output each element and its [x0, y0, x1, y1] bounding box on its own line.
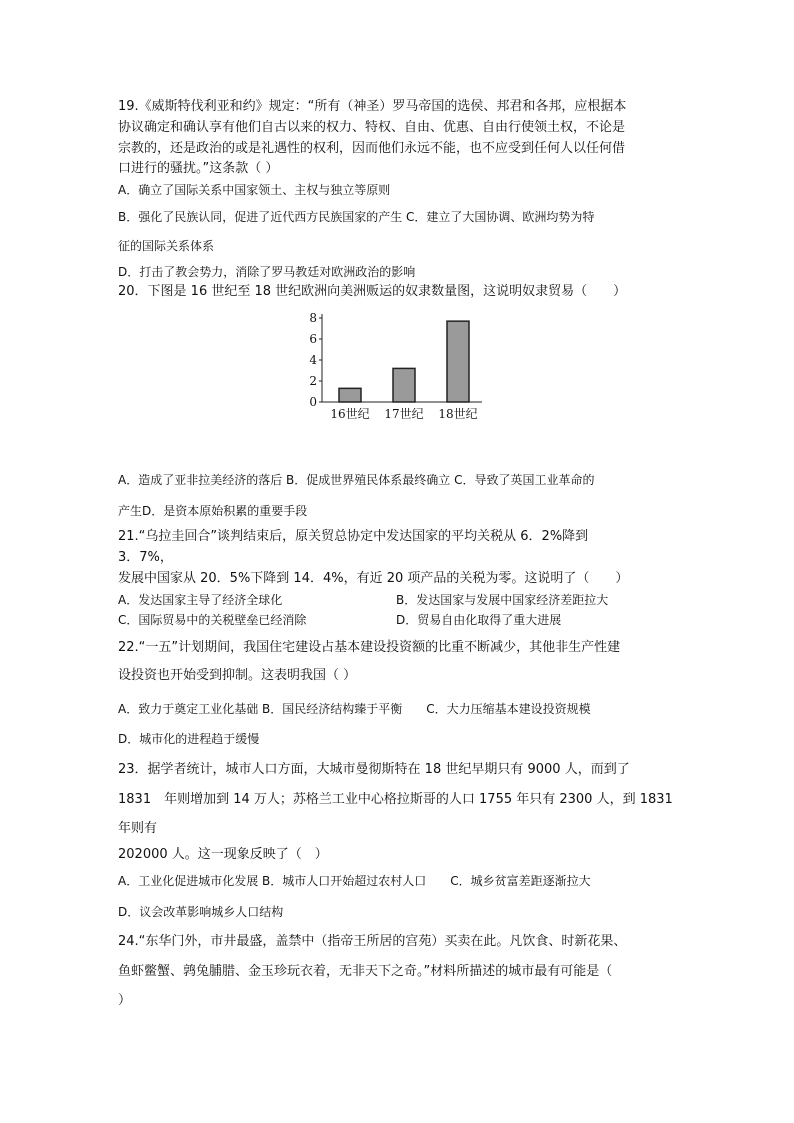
- q21-stem-line-1: 21.“乌拉圭回合”谈判结束后，原关贸总协定中发达国家的平均关税从 6．2%降到: [118, 529, 589, 544]
- y-tick-label: 8: [309, 311, 317, 325]
- q21-option-a: A．发达国家主导了经济全球化: [118, 593, 283, 607]
- q21-option-c: C．国际贸易中的关税壁垒已经消除: [118, 613, 307, 627]
- x-category-label: 17世纪: [384, 407, 424, 421]
- q21-stem-line-3: 发展中国家从 20．5%下降到 14．4%，有近 20 项产品的关税为零。这说明了（ ）: [118, 571, 629, 586]
- q19-option-bc-line-1: B．强化了民族认同，促进了近代西方民族国家的产生 C．建立了大国协调、欧洲均势为特: [118, 210, 595, 224]
- q23-stem-line-1: 23．据学者统计，城市人口方面，大城市曼彻斯特在 18 世纪早期只有 9000 人，而到了: [118, 762, 630, 777]
- slave-trade-bar-chart: [300, 308, 500, 426]
- q20-stem: 20．下图是 16 世纪至 18 世纪欧洲向美洲贩运的奴隶数量图，这说明奴隶贸易（ ）: [118, 284, 627, 299]
- q19-option-a: A．确立了国际关系中国家领土、主权与独立等原则: [118, 183, 391, 197]
- q20-options-line-1: A．造成了亚非拉美经济的落后 B．促成世界殖民体系最终确立 C．导致了英国工业革命的: [118, 473, 595, 487]
- y-tick-label: 4: [309, 353, 317, 367]
- q21-stem-line-2: 3．7%，: [118, 550, 173, 565]
- q22-stem-line-2: 设投资也开始受到抑制。这表明我国（ ）: [118, 668, 357, 683]
- y-axis-ticks: [309, 311, 322, 409]
- q23-stem-line-3: 年则有: [118, 821, 158, 836]
- q22-stem-line-1: 22.“一五”计划期间，我国住宅建设占基本建设投资额的比重不断减少，其他非生产性建: [118, 640, 621, 655]
- q23-stem-line-2: 1831 年则增加到 14 万人；苏格兰工业中心格拉斯哥的人口 1755 年只有 2300 人，到 1831: [118, 792, 673, 807]
- bar-3: [447, 321, 469, 402]
- q19-stem-line-3: 宗教的，还是政治的或是礼遇性的权利，因而他们永远不能，也不应受到任何人以任何借: [118, 141, 626, 156]
- q21-option-d: D．贸易自由化取得了重大进展: [396, 613, 562, 627]
- q24-stem-line-3: ）: [118, 993, 132, 1008]
- q23-option-d: D．议会改革影响城乡人口结构: [118, 905, 284, 919]
- x-category-label: 18世纪: [438, 407, 478, 421]
- y-tick-label: 2: [309, 374, 317, 388]
- bar-1: [339, 388, 361, 402]
- q21-option-b: B．发达国家与发展中国家经济差距拉大: [396, 593, 609, 607]
- x-axis-labels: [330, 406, 477, 421]
- q19-option-bc-line-2: 征的国际关系体系: [118, 239, 215, 253]
- q24-stem-line-1: 24.“东华门外，市井最盛，盖禁中（指帝王所居的宫苑）买卖在此。凡饮食、时新花果、: [118, 934, 627, 949]
- q23-stem-line-4: 202000 人。这一现象反映了（ ）: [118, 847, 328, 862]
- x-category-label: 16世纪: [330, 407, 370, 421]
- q19-stem-line-2: 协议确定和确认享有他们自古以来的权力、特权、自由、优惠、自由行使领土权，不论是: [118, 120, 626, 135]
- q23-options-abc: A．工业化促进城市化发展 B．城市人口开始超过农村人口 C．城乡贫富差距逐渐拉大: [118, 874, 591, 888]
- y-tick-label: 0: [309, 395, 317, 409]
- q24-stem-line-2: 鱼虾鳖蟹、鹑兔脯腊、金玉珍玩衣着，无非天下之奇。”材料所描述的城市最有可能是（: [118, 964, 613, 979]
- q22-option-d: D．城市化的进程趋于缓慢: [118, 732, 260, 746]
- q19-stem-line-4: 口进行的骚扰。”这条款（ ）: [118, 161, 279, 176]
- q22-options-abc: A．致力于奠定工业化基础 B．国民经济结构臻于平衡 C．大力压缩基本建设投资规模: [118, 702, 591, 716]
- bars-group: [339, 321, 469, 402]
- q20-options-line-2: 产生D．是资本原始积累的重要手段: [118, 504, 308, 518]
- y-tick-label: 6: [309, 332, 317, 346]
- q19-option-d: D．打击了教会势力，消除了罗马教廷对欧洲政治的影响: [118, 265, 416, 279]
- bar-2: [393, 368, 415, 402]
- q19-stem-line-1: 19.《威斯特伐利亚和约》规定：“所有（神圣）罗马帝国的选侯、邦君和各邦，应根据本: [118, 99, 627, 114]
